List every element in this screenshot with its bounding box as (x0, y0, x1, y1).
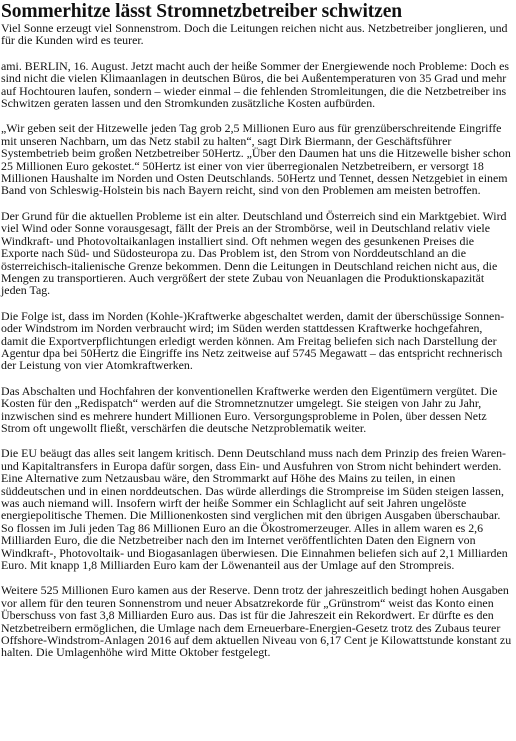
article-paragraph-3: Der Grund für die aktuellen Probleme ist ein alter. Deutschland und Österreich sind ein Marktgebiet. Wird viel Wind oder Sonne vorausgesagt, fällt der Preis an der Strombörse, weil in Deutschland relativ viele Windkraft- und Photovoltaikanlagen installiert sind. Oft nehmen wegen des gesunkenen Preises die Exporte nach Süd- und Südosteuropa zu. Das Problem ist, den Strom von Norddeutschland an die österreichisch-italienische Grenze bekommen. Denn die Leitungen in Deutschland reichen nicht aus, die Mengen zu transportieren. Auch vergrößert der stete Zubau von Neuanlagen die Produktionskapazität jeden Tag. (1, 208, 507, 298)
article-headline: Sommerhitze lässt Stromnetzbetreiber schwitzen (1, 1, 403, 22)
article-paragraph-5: Das Abschalten und Hochfahren der konventionellen Kraftwerke werden den Eigentümern vergütet. Die Kosten für den „Redispatch“ werden auf die Stromnetznutzer umgelegt. Sie steigen von Jahr zu Jahr, inzwischen sind es mehrere hundert Millionen Euro. Versorgungsprobleme in Polen, über dessen Netz Strom oft ungewollt fließt, verschärfen die deutsche Netzproblematik weiter. (1, 383, 498, 435)
article-paragraph-6: Die EU beäugt das alles seit langem kritisch. Denn Deutschland muss nach dem Prinzip des freien Waren- und Kapitaltransfers in Europa dafür sorgen, dass Ein- und Ausfuhren von Strom nicht behindert werden. Eine Alternative zum Netzausbau wäre, den Strommarkt auf Höhe des Mains zu teilen, in einen süddeutschen und in einen norddeutschen. Das würde allerdings die Strompreise im Süden steigen lassen, was auch niemand will. Insofern wirft der heiße Sommer ein Schlaglicht auf seit Jahren ungelöste energiepolitische Themen. Die Millionenkosten sind verglichen mit den übrigen Ausgaben überschaubar. So flossen im Juli jeden Tag 86 Millionen Euro an die Ökostromerzeuger. Alles in allem waren es 2,6 Milliarden Euro, die die Netzbetreiber nach den im Internet veröffentlichten Daten den Eignern von Windkraft-, Photovoltaik- und Biogasanlagen überwiesen. Die Einnahmen beliefen sich auf 2,1 Milliarden Euro. Mit knapp 1,8 Milliarden Euro kam der Löwenanteil aus der Umlage auf den Strompreis. (1, 446, 508, 573)
article-paragraph-7: Weitere 525 Millionen Euro kamen aus der Reserve. Denn trotz der jahreszeitlich bedingt hohen Ausgaben vor allem für den teuren Sonnenstrom und neuer Absatzrekorde für „Grünstrom“ weist das Konto einen Überschuss von fast 3,8 Milliarden Euro aus. Das ist für die Jahreszeit ein Rekordwert. Er dürfte es den Netzbetreibern ermöglichen, die Umlage nach dem Erneuerbare-Energien-Gesetz trotz des Zubaus teurer Offshore-Windstrom-Anlagen 2016 auf dem aktuellen Niveau von 6,17 Cent je Kilowattstunde konstant zu halten. Die Umlagenhöhe wird Mitte Oktober festgelegt. (1, 583, 512, 660)
article-paragraph-2: „Wir geben seit der Hitzewelle jeden Tag grob 2,5 Millionen Euro aus für grenzüberschreitende Eingriffe mit unseren Nachbarn, um das Netz stabil zu halten“, sagt Dirk Biermann, der Geschäftsführer Systembetrieb beim großen Netzbetreiber 50Hertz. „Über den Daumen hat uns die Hitzewelle bisher schon 25 Millionen Euro gekostet.“ 50Hertz ist einer von vier überregionalen Netzbetreibern, er versorgt 18 Millionen Haushalte im Norden und Osten Deutschlands. 50Hertz und Tennet, dessen Netzgebiet in einem Band von Schleswig-Holstein bis nach Bayern reicht, sind von den Problemen am meisten betroffen. (1, 121, 511, 198)
article-paragraph-4: Die Folge ist, dass im Norden (Kohle-)Kraftwerke abgeschaltet werden, damit der überschüssige Sonnen- oder Windstrom im Norden verbraucht wird; im Süden werden stattdessen Kraftwerke hochgefahren, damit die Exportverpflichtungen erledigt werden können. Am Freitag beliefen sich nach Darstellung der Agentur dpa bei 50Hertz die Eingriffe ins Netz zeitweise auf 5745 Megawatt – das entspricht rechnerisch der Leistung von vier Atomkraftwerken. (1, 308, 505, 373)
article-lede: Viel Sonne erzeugt viel Sonnenstrom. Doch die Leitungen reichen nicht aus. Netzbetreiber jonglieren, und für die Kunden wird es teurer. (1, 21, 508, 48)
article-paragraph-1: ami. BERLIN, 16. August. Jetzt macht auch der heiße Sommer der Energiewende noch Probleme: Doch es sind nicht die vielen Klimaanlagen in deutschen Büros, die bei Außentemperaturen von 35 Grad und mehr auf Hochtouren laufen, sondern – wieder einmal – die fehlenden Stromleitungen, die die Netzbetreiber ins Schwitzen geraten lassen und den Stromkunden zusätzliche Kosten aufbürden. (1, 58, 509, 111)
